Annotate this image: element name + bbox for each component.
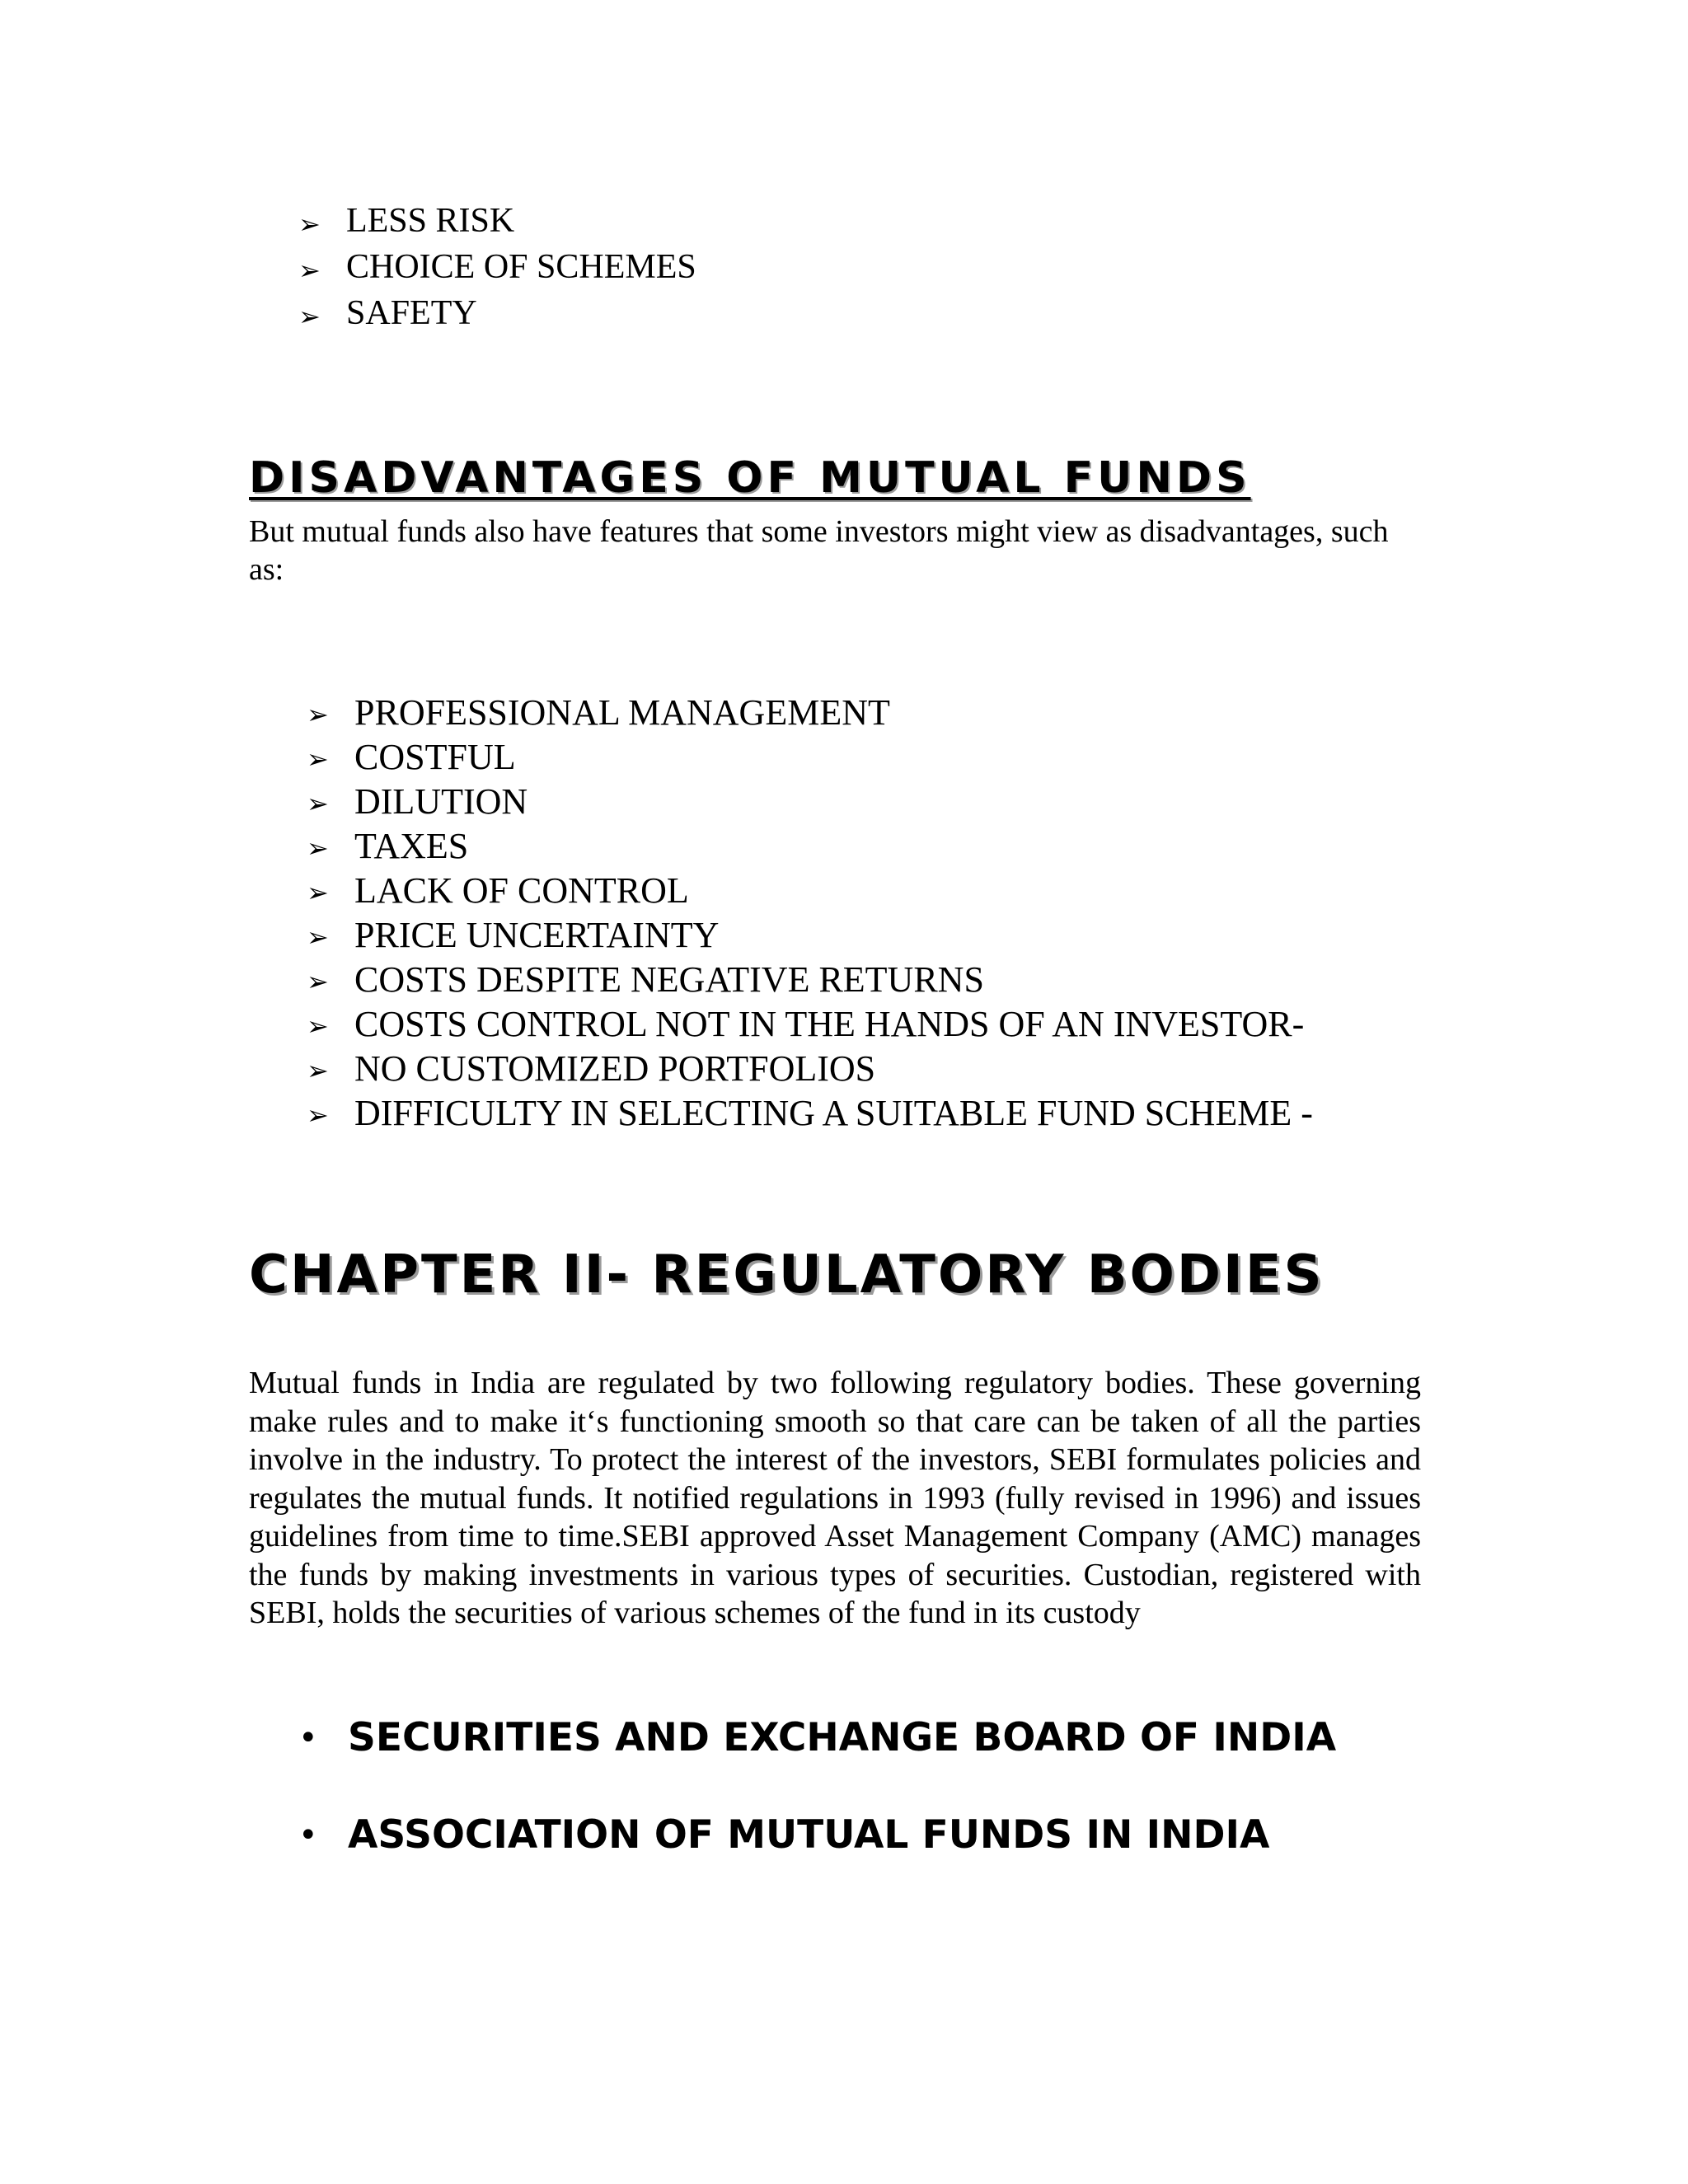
chapter-paragraph: Mutual funds in India are regulated by two following regulatory bodies. These governing make rules and to make it‘s functioning smooth so that care can be taken of all the parties involve in the industry. To protect the interest of the investors, SEBI formulates policies and regulates the mutual funds. It notified regulations in 1993 (fully revised in 1996) and issues guidelines from time to time.SEBI approved Asset Management Company (AMC) manages the funds by making investments in various types of securities. Custodian, registered with SEBI, holds the securities of various schemes of the fund in its custody <box>249 1366 1421 1630</box>
list-item <box>307 958 1313 1002</box>
list-item-text: LESS RISK <box>346 202 515 240</box>
list-item-text: CHOICE OF SCHEMES <box>346 248 696 286</box>
list-item <box>307 913 1313 958</box>
arrow-bullet-icon: ➢ <box>307 877 329 908</box>
list-item <box>307 1091 1313 1136</box>
list-item-text: PRICE UNCERTAINTY <box>354 915 720 955</box>
arrow-bullet-icon: ➢ <box>307 921 329 953</box>
arrow-bullet-icon: ➢ <box>307 743 329 775</box>
chapter-title: CHAPTER II- REGULATORY BODIES <box>249 1244 1325 1305</box>
disadvantages-intro: But mutual funds also have features that some investors might view as disadvantages, such as: <box>249 514 1389 587</box>
list-item <box>307 824 1313 869</box>
arrow-bullet-icon: ➢ <box>298 301 321 332</box>
disadvantages-list <box>307 691 1313 1136</box>
list-item-text: DILUTION <box>354 781 528 822</box>
arrow-bullet-icon: ➢ <box>298 209 321 240</box>
dot-bullet-icon: • <box>298 1816 318 1854</box>
arrow-bullet-icon: ➢ <box>307 966 329 997</box>
arrow-bullet-icon: ➢ <box>307 832 329 864</box>
list-item-text: PROFESSIONAL MANAGEMENT <box>354 692 890 733</box>
list-item <box>298 290 696 336</box>
arrow-bullet-icon: ➢ <box>307 1055 329 1086</box>
list-item-text: TAXES <box>354 826 469 866</box>
list-item-text: COSTFUL <box>354 737 516 777</box>
list-item <box>307 691 1313 735</box>
regulatory-bodies-list <box>298 1690 1336 1884</box>
advantages-list <box>298 198 696 336</box>
arrow-bullet-icon: ➢ <box>307 788 329 819</box>
list-item <box>298 198 696 244</box>
arrow-bullet-icon: ➢ <box>298 255 321 286</box>
list-item-text: NO CUSTOMIZED PORTFOLIOS <box>354 1048 876 1089</box>
list-item <box>307 1002 1313 1047</box>
list-item <box>307 869 1313 913</box>
list-item <box>298 244 696 290</box>
list-item-text: SAFETY <box>346 294 477 332</box>
list-item <box>307 780 1313 824</box>
arrow-bullet-icon: ➢ <box>307 1099 329 1131</box>
list-item <box>307 735 1313 780</box>
list-item <box>307 1047 1313 1091</box>
list-item-text: ASSOCIATION OF MUTUAL FUNDS IN INDIA <box>348 1812 1270 1858</box>
arrow-bullet-icon: ➢ <box>307 1010 329 1042</box>
list-item-text: COSTS DESPITE NEGATIVE RETURNS <box>354 959 984 1000</box>
list-item-text: DIFFICULTY IN SELECTING A SUITABLE FUND SCHEME - <box>354 1093 1313 1133</box>
list-item <box>298 1690 1336 1787</box>
list-item <box>298 1787 1336 1884</box>
list-item-text: COSTS CONTROL NOT IN THE HANDS OF AN INVESTOR- <box>354 1004 1305 1044</box>
list-item-text: LACK OF CONTROL <box>354 870 689 911</box>
dot-bullet-icon: • <box>298 1719 318 1757</box>
disadvantages-heading: DISADVANTAGES OF MUTUAL FUNDS <box>249 453 1251 503</box>
arrow-bullet-icon: ➢ <box>307 699 329 730</box>
list-item-text: SECURITIES AND EXCHANGE BOARD OF INDIA <box>348 1715 1337 1760</box>
